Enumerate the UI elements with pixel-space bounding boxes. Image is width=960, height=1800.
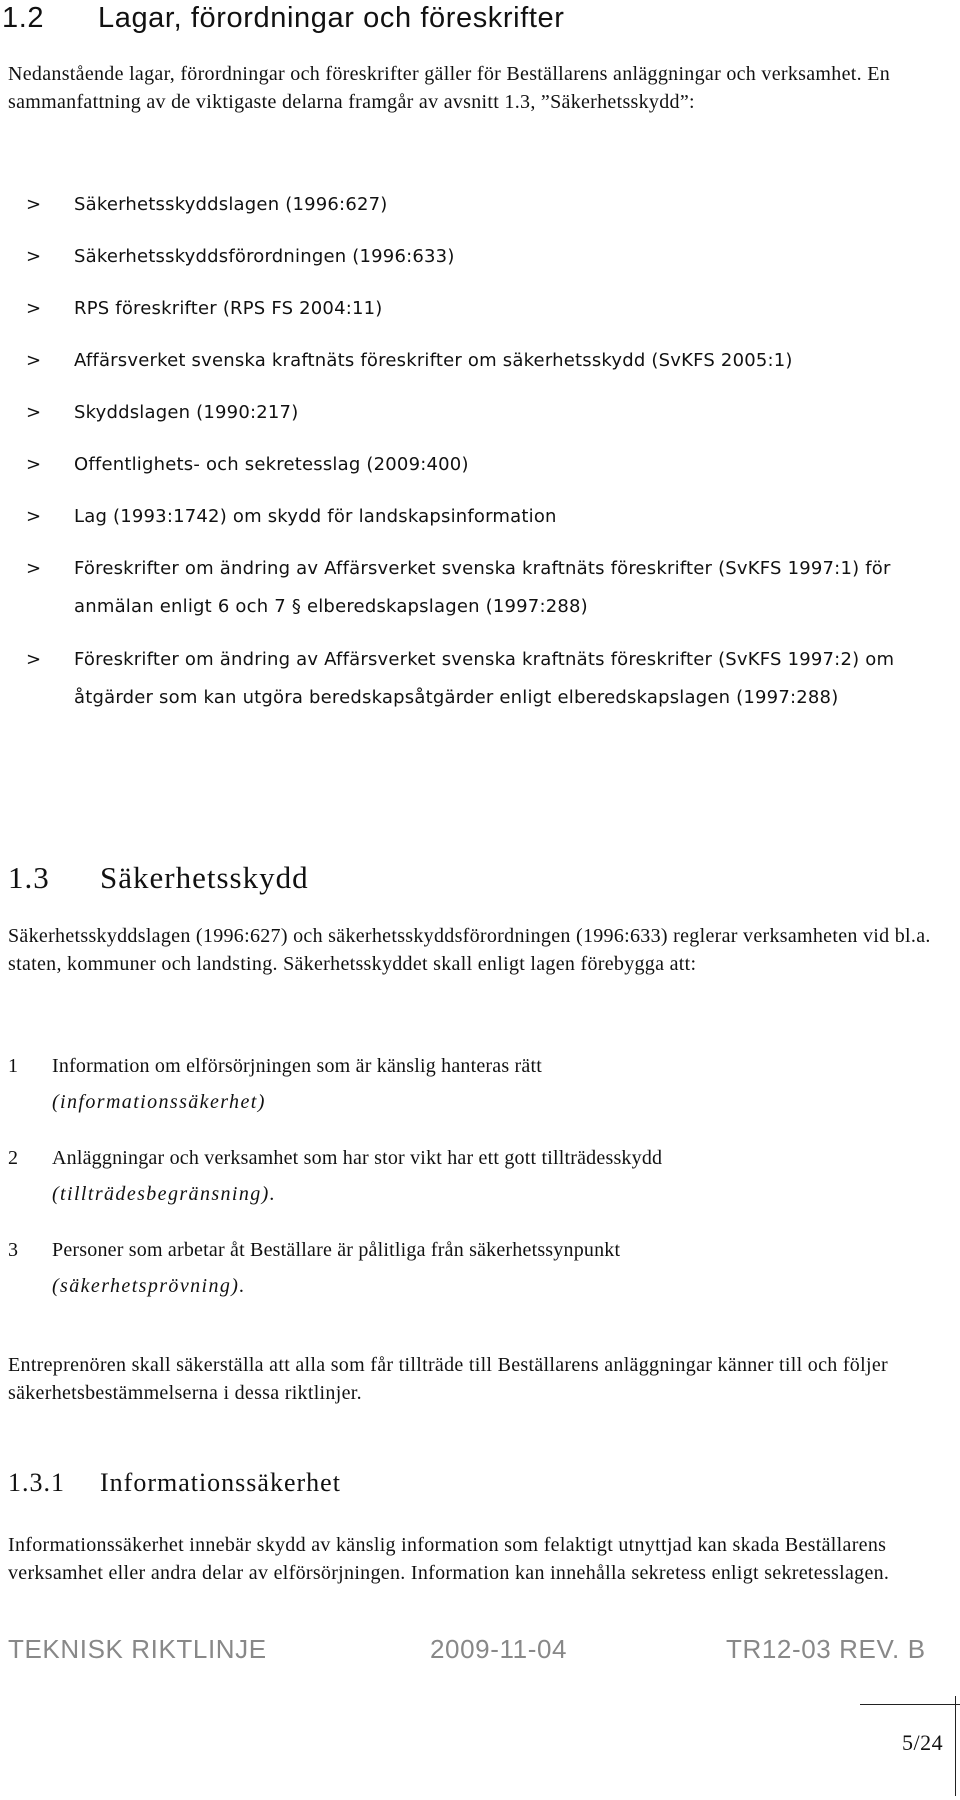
- list-item: [20, 498, 940, 535]
- numbered-item: [8, 1048, 948, 1120]
- page-corner-horizontal-rule: [860, 1704, 960, 1705]
- item-term: (tillträdesbegränsning).: [52, 1183, 277, 1205]
- list-item: [20, 342, 940, 379]
- section-number: 1.3: [8, 860, 50, 895]
- item-number: 2: [8, 1147, 19, 1169]
- list-item-text: Säkerhetsskyddsförordningen (1996:633): [74, 246, 455, 267]
- security-paragraph: Säkerhetsskyddslagen (1996:627) och säkerhetsskyddsförordningen (1996:633) reglerar verksamheten vid bl.a. staten, kommuner och landsting. Säkerhetsskyddet skall enligt lagen förebygga att:: [8, 925, 931, 975]
- list-item-text: Lag (1993:1742) om skydd för landskapsinformation: [74, 506, 557, 527]
- list-item-text: Offentlighets- och sekretesslag (2009:400): [74, 454, 469, 475]
- section-title: Säkerhetsskydd: [100, 860, 309, 895]
- item-text: Personer som arbetar åt Beställare är pålitliga från säkerhetssynpunkt: [52, 1239, 621, 1261]
- footer-date: 2009-11-04: [430, 1634, 568, 1664]
- numbered-item: [8, 1140, 948, 1212]
- list-item: [20, 290, 940, 327]
- law-list: [20, 186, 940, 732]
- list-item: [20, 394, 940, 431]
- bullet-marker: >: [26, 402, 42, 423]
- bullet-marker: >: [26, 454, 42, 475]
- bullet-marker: >: [26, 246, 42, 267]
- item-number: 1: [8, 1055, 19, 1077]
- section-heading-1-3: [8, 860, 309, 896]
- bullet-marker: >: [26, 558, 42, 579]
- list-item-text: Säkerhetsskyddslagen (1996:627): [74, 194, 388, 215]
- infosec-paragraph: Informationssäkerhet innebär skydd av känslig information som felaktigt utnyttjad kan skada Beställarens verksamhet eller andra delar av elförsörjningen. Information kan innehålla sekretess enligt sekretesslagen.: [8, 1534, 890, 1584]
- item-term: (säkerhetsprövning).: [52, 1275, 246, 1297]
- bullet-marker: >: [26, 506, 42, 527]
- bullet-marker: >: [26, 350, 42, 371]
- item-text: Information om elförsörjningen som är känslig hanteras rätt: [52, 1055, 543, 1077]
- section-heading-1-2: [2, 2, 565, 35]
- footer-revision: TR12-03 REV. B: [726, 1634, 926, 1664]
- list-item: [20, 641, 940, 717]
- numbered-list: [8, 1048, 948, 1324]
- list-item: [20, 550, 940, 626]
- footer-doc-type: TEKNISK RIKTLINJE: [8, 1634, 267, 1664]
- page-corner-vertical-rule: [955, 1696, 956, 1796]
- section-title: Informationssäkerhet: [100, 1468, 341, 1497]
- section-number: 1.3.1: [8, 1468, 65, 1497]
- item-number: 3: [8, 1239, 19, 1261]
- list-item-text: RPS föreskrifter (RPS FS 2004:11): [74, 298, 383, 319]
- list-item-text: Skyddslagen (1990:217): [74, 402, 299, 423]
- list-item: [20, 446, 940, 483]
- contractor-paragraph: Entreprenören skall säkerställa att alla som får tillträde till Beställarens anläggningar känner till och följer säkerhetsbestämmelserna i dessa riktlinjer.: [8, 1354, 888, 1404]
- intro-paragraph: Nedanstående lagar, förordningar och föreskrifter gäller för Beställarens anläggningar och verksamhet. En sammanfattning av de viktigaste delarna framgår av avsnitt 1.3, ”Säkerhetsskydd”:: [8, 63, 891, 113]
- list-item: [20, 238, 940, 275]
- item-term: (informationssäkerhet): [52, 1091, 266, 1113]
- section-heading-1-3-1: [8, 1468, 341, 1498]
- bullet-marker: >: [26, 649, 42, 670]
- page-number: 5/24: [902, 1730, 944, 1755]
- section-title: Lagar, förordningar och föreskrifter: [98, 2, 565, 34]
- item-text: Anläggningar och verksamhet som har stor vikt har ett gott tillträdesskydd: [52, 1147, 663, 1169]
- list-item-text: Affärsverket svenska kraftnäts föreskrifter om säkerhetsskydd (SvKFS 2005:1): [74, 350, 793, 371]
- section-number: 1.2: [2, 2, 45, 34]
- list-item: [20, 186, 940, 223]
- bullet-marker: >: [26, 194, 42, 215]
- list-item-text: Föreskrifter om ändring av Affärsverket svenska kraftnäts föreskrifter (SvKFS 1997:1) för anmälan enligt 6 och 7 § elberedskapslagen (1997:288): [74, 558, 891, 617]
- bullet-marker: >: [26, 298, 42, 319]
- numbered-item: [8, 1232, 948, 1304]
- list-item-text: Föreskrifter om ändring av Affärsverket svenska kraftnäts föreskrifter (SvKFS 1997:2) om åtgärder som kan utgöra beredskapsåtgärder enligt elberedskapslagen (1997:288): [74, 649, 895, 708]
